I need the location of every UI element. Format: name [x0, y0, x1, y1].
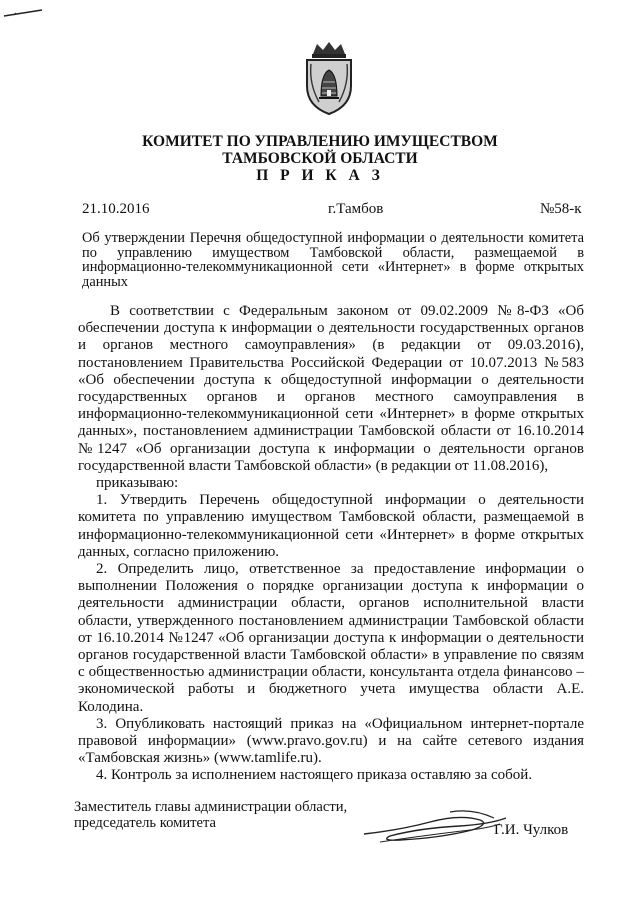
item-4: 4. Контроль за исполнением настоящего приказа оставляю за собой. — [96, 767, 533, 784]
coat-of-arms-icon — [299, 40, 359, 116]
org-name-line2: ТАМБОВСКОЙ ОБЛАСТИ — [222, 150, 418, 167]
position-line1: Заместитель главы администрации области, — [74, 799, 348, 815]
pen-mark-icon — [2, 4, 46, 22]
doc-city: г.Тамбов — [328, 201, 384, 217]
doc-subject: Об утверждении Перечня общедоступной информации о деятельности комитета по управлению имуществом Тамбовской области, размещаемой в информационно-телекоммуникационной сети «Интернет» в форме открытых данных — [82, 230, 584, 290]
doc-type: П Р И К А З — [256, 167, 384, 184]
item-3: 3. Опубликовать настоящий приказ на «Официальном интернет-портале правовой информации» (www.pravo.gov.ru) и на сайте сетевого издания «Тамбовская жизнь» (www.tamlife.ru). — [78, 715, 584, 767]
preamble: В соответствии с Федеральным законом от 09.02.2009 №8-ФЗ «Об обеспечении доступа к информации о деятельности государственных органов и органов местного самоуправления» (в редакции от 09.03.2016), постановлением Правительства Российской Федерации от 10.07.2013 №583 «Об обеспечении доступа к общедоступной информации о деятельности государственных органов и органов местного самоуправления в информационно-телекоммуникационной сети «Интернет» в форме открытых данных», постановлением администрации Тамбовской области от 16.10.2014 №1247 «Об организации доступа к информации о деятельности органов государственной власти Тамбовской области» (в редакции от 11.08.2016), — [78, 303, 584, 474]
document-header — [0, 133, 640, 184]
signatory-position — [74, 800, 347, 831]
doc-date: 21.10.2016 — [82, 201, 150, 217]
signatory-name: Г.И. Чулков — [494, 822, 569, 838]
position-line2: председатель комитета — [74, 814, 217, 831]
handwritten-signature-icon — [360, 800, 510, 850]
doc-number: №58-к — [540, 201, 582, 217]
item-2: 2. Определить лицо, ответственное за предоставление информации о выполнении Положения о порядке организации доступа к информации о деятельности администрации области, органов исполнительной власти области, утвержденного постановлением администрации Тамбовской области от 16.10.2014 №1247 «Об организации доступа к информации о деятельности органов государственной власти Тамбовской области» в управление по связям с общественностью администрации области, консультанта отдела финансово – экономической работы и бюджетного учета имущества области А.Е. Колодина. — [78, 561, 584, 715]
org-name-line1: КОМИТЕТ ПО УПРАВЛЕНИЮ ИМУЩЕСТВОМ — [142, 133, 498, 150]
doc-body — [78, 303, 584, 785]
item-1: 1. Утвердить Перечень общедоступной информации о деятельности комитета по управлению имуществом Тамбовской области, размещаемой в информационно-телекоммуникационной сети «Интернет» в форме открытых данных, согласно приложению. — [78, 492, 584, 560]
order-word: приказываю: — [96, 475, 179, 492]
